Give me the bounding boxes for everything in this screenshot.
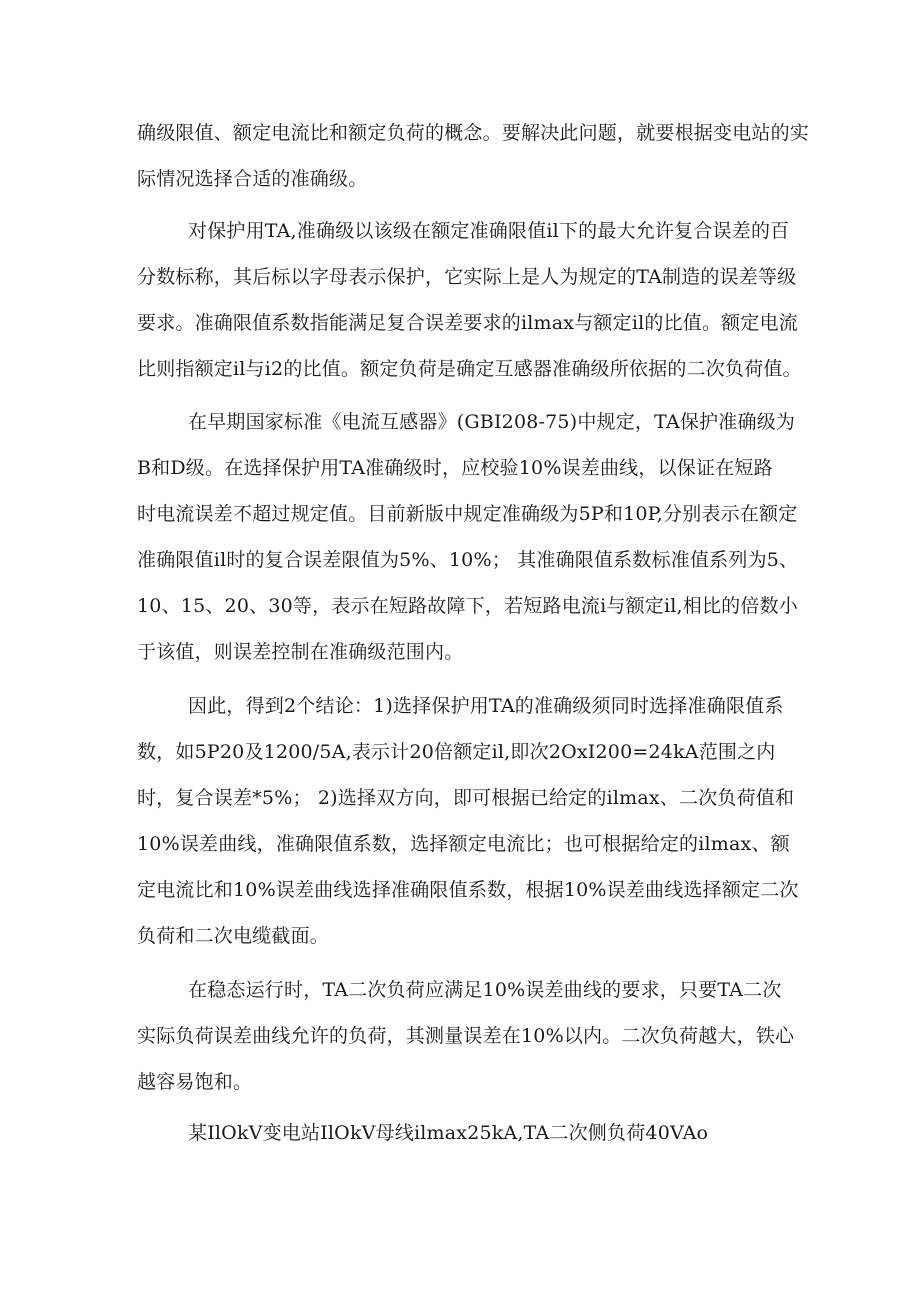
text-line-7: 在早期国家标准《电流互感器》(GBI208-75)中规定，TA保护准确级为	[188, 411, 796, 433]
text-line-17: 定电流比和10%误差曲线选择准确限值系数，根据10%误差曲线选择额定二次	[137, 879, 799, 901]
text-line-5: 要求。准确限值系数指能满足复合误差要求的ilmax与额定il的比值。额定电流	[137, 312, 798, 334]
text-line-3: 对保护用TA,准确级以该级在额定准确限值il下的最大允许复合误差的百	[188, 220, 790, 242]
text-line-21: 越容易饱和。	[137, 1071, 253, 1093]
text-line-2: 际情况选择合适的准确级。	[137, 168, 368, 190]
text-line-4: 分数标称，其后标以字母表示保护，它实际上是人为规定的TA制造的误差等级	[137, 266, 797, 288]
text-line-15: 时，复合误差*5%； 2)选择双方向，即可根据已给定的ilmax、二次负荷值和	[137, 787, 795, 809]
text-line-20: 实际负荷误差曲线允许的负荷，其测量误差在10%以内。二次负荷越大，铁心	[137, 1025, 795, 1047]
text-line-11: 10、15、20、30等，表示在短路故障下，若短路电流i与额定il,相比的倍数小	[137, 595, 798, 617]
text-line-10: 准确限值il时的复合误差限值为5%、10%； 其准确限值系数标准值系列为5、	[137, 549, 799, 571]
text-line-22: 某IlOkV变电站IlOkV母线ilmax25kA,TA二次侧负荷40VAo	[188, 1122, 709, 1144]
text-line-1: 确级限值、额定电流比和额定负荷的概念。要解决此问题，就要根据变电站的实	[137, 122, 810, 144]
text-line-8: B和D级。在选择保护用TA准确级时，应校验10%误差曲线，以保证在短路	[137, 457, 773, 479]
text-line-19: 在稳态运行时，TA二次负荷应满足10%误差曲线的要求，只要TA二次	[188, 979, 782, 1001]
text-line-13: 因此，得到2个结论：1)选择保护用TA的准确级须同时选择准确限值系	[188, 695, 784, 717]
text-line-16: 10%误差曲线，准确限值系数，选择额定电流比；也可根据给定的ilmax、额	[137, 833, 790, 855]
text-line-14: 数，如5P20及1200/5A,表示计20倍额定il,即次2OxI200=24kA范围之内	[137, 741, 776, 763]
text-line-12: 于该值，则误差控制在准确级范围内。	[137, 641, 464, 663]
text-line-9: 时电流误差不超过规定值。目前新版中规定准确级为5P和10P,分别表示在额定	[137, 503, 798, 525]
text-line-18: 负荷和二次电缆截面。	[137, 925, 330, 947]
text-line-6: 比则指额定il与i2的比值。额定负荷是确定互感器准确级所依据的二次负荷值。	[137, 358, 802, 380]
